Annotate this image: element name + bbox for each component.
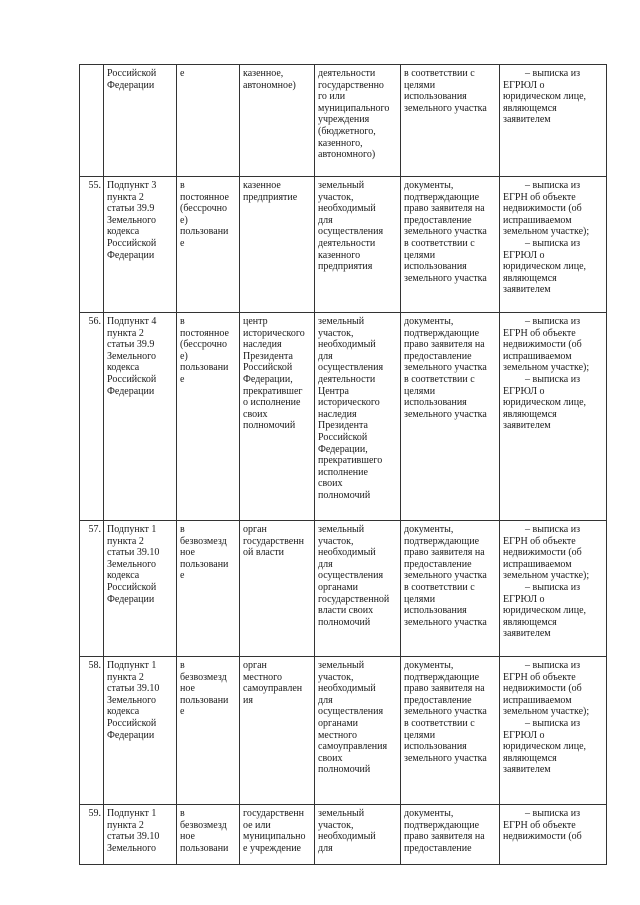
cell-line: орган — [243, 524, 267, 535]
cell-line: земельный — [318, 524, 365, 535]
cell-line: юридическом лице, — [503, 261, 587, 273]
cell-line: Российской — [107, 68, 157, 79]
cell-line: исполнение — [318, 466, 368, 478]
applicant-cell — [240, 177, 315, 313]
cell-line: земельный — [318, 316, 365, 327]
cell-line: использования — [404, 605, 467, 617]
cell-line: право заявителя на — [404, 339, 485, 351]
cell-line: испрашиваемом — [503, 558, 572, 570]
cell-line: юридическом лице, — [503, 397, 587, 409]
right-type-cell — [177, 521, 240, 657]
cell-line: испрашиваемом — [503, 694, 572, 706]
cell-line: осуществления — [318, 226, 384, 238]
cell-line: Земельного — [107, 842, 156, 854]
cell-line: – выписка из — [525, 237, 581, 249]
cell-line: муниципально — [243, 831, 306, 843]
cell-line: предоставление — [404, 214, 472, 226]
cell-line: своих — [243, 408, 268, 420]
cell-line: Российской — [107, 581, 157, 593]
cell-line: целями — [404, 79, 436, 91]
cell-line: ЕГРЮЛ о — [503, 79, 545, 91]
row-number — [80, 65, 104, 177]
cell-line: автономное) — [243, 79, 296, 91]
registry-extracts-cell — [500, 657, 607, 805]
cell-line: Подпункт 1 — [107, 808, 157, 819]
cell-line: ное — [180, 831, 195, 843]
cell-line: автономного) — [318, 149, 376, 161]
cell-line: самоуправления — [318, 741, 388, 753]
cell-line: являющемся — [503, 752, 557, 764]
row-number-text: 56. — [88, 316, 101, 327]
cell-line: – выписка из — [525, 660, 581, 671]
cell-line: для — [318, 694, 333, 706]
cell-line: – выписка из — [525, 180, 581, 191]
cell-line: целями — [404, 249, 436, 261]
cell-line: Федерации — [107, 385, 155, 397]
cell-line: ЕГРН об объекте — [503, 327, 576, 339]
purpose-cell — [315, 65, 401, 177]
cell-line: в соответствии с — [404, 373, 475, 385]
cell-line: использования — [404, 261, 467, 273]
cell-line: предприятие — [243, 191, 298, 203]
cell-line: е учреждение — [243, 842, 301, 854]
cell-line: недвижимости (об — [503, 831, 582, 843]
cell-line: ЕГРЮЛ о — [503, 593, 545, 605]
cell-line: деятельности — [318, 373, 376, 385]
cell-line: испрашиваемом — [503, 214, 572, 226]
row-number-text: 57. — [88, 524, 101, 535]
purpose-cell — [315, 805, 401, 865]
cell-line: целями — [404, 593, 436, 605]
cell-line: статьи 39.9 — [107, 203, 155, 215]
legal-basis-cell — [104, 521, 177, 657]
cell-line: Подпункт 4 — [107, 316, 157, 327]
cell-line: осуществления — [318, 570, 384, 582]
cell-line: исторического — [243, 327, 305, 339]
right-type-cell — [177, 805, 240, 865]
cell-line: юридическом лице, — [503, 91, 587, 103]
applicant-cell — [240, 657, 315, 805]
cell-line: земельном участке); — [503, 226, 590, 238]
cell-line: Российской — [107, 717, 157, 729]
cell-line: в — [180, 180, 185, 191]
cell-line: пользовани — [180, 558, 229, 570]
cell-line: безвозмезд — [180, 535, 227, 547]
cell-line: участок, — [318, 671, 354, 683]
right-type-cell — [177, 65, 240, 177]
cell-line: (бюджетного, — [318, 125, 376, 137]
cell-line: заявителем — [503, 764, 551, 776]
cell-line: ия — [243, 694, 253, 706]
cell-line: недвижимости (об — [503, 339, 582, 351]
purpose-cell — [315, 177, 401, 313]
cell-line: е — [180, 373, 185, 385]
cell-line: земельного участка — [404, 570, 487, 582]
cell-line: – выписка из — [525, 717, 581, 729]
cell-line: безвозмезд — [180, 671, 227, 683]
cell-line: е — [180, 706, 185, 718]
table-row — [80, 65, 607, 177]
cell-line: ое или — [243, 819, 271, 831]
cell-line: ЕГРН об объекте — [503, 535, 576, 547]
cell-line: являющемся — [503, 408, 557, 420]
cell-line: государственной — [318, 593, 390, 605]
cell-line: в соответствии с — [404, 581, 475, 593]
cell-line: Российской — [107, 373, 157, 385]
cell-line: подтверждающие — [404, 191, 480, 203]
cell-line: использования — [404, 397, 467, 409]
cell-line: земельный — [318, 808, 365, 819]
cell-line: необходимый — [318, 547, 376, 559]
cell-line: казенное — [243, 180, 281, 191]
cell-line: Президента — [243, 350, 293, 362]
cell-line: в соответствии с — [404, 237, 475, 249]
cell-line: для — [318, 350, 333, 362]
cell-line: – выписка из — [525, 373, 581, 385]
cell-line: муниципального — [318, 102, 390, 114]
cell-line: Федерации, — [243, 373, 293, 385]
cell-line: казенного — [318, 249, 361, 261]
cell-line: Земельного — [107, 558, 156, 570]
registry-extracts-cell — [500, 65, 607, 177]
cell-line: участок, — [318, 191, 354, 203]
cell-line: постоянное — [180, 191, 229, 203]
cell-line: недвижимости (об — [503, 547, 582, 559]
cell-line: заявителем — [503, 628, 551, 640]
right-type-cell — [177, 657, 240, 805]
cell-line: осуществления — [318, 706, 384, 718]
cell-line: предоставление — [404, 558, 472, 570]
cell-line: – выписка из — [525, 808, 581, 819]
cell-line: пользовани — [180, 842, 229, 854]
cell-line: органами — [318, 581, 359, 593]
cell-line: Российской — [243, 362, 293, 374]
purpose-cell — [315, 313, 401, 521]
row-number — [80, 177, 104, 313]
cell-line: для — [318, 842, 333, 854]
cell-line: государственн — [243, 535, 304, 547]
cell-line: заявителем — [503, 420, 551, 432]
cell-line: пользовани — [180, 226, 229, 238]
cell-line: пункта 2 — [107, 819, 144, 831]
cell-line: земельный — [318, 180, 365, 191]
cell-line: документы, — [404, 524, 454, 535]
cell-line: участок, — [318, 535, 354, 547]
legal-basis-cell — [104, 657, 177, 805]
cell-line: ЕГРН об объекте — [503, 671, 576, 683]
purpose-cell — [315, 521, 401, 657]
cell-line: полномочий — [318, 764, 371, 776]
cell-line: в — [180, 660, 185, 671]
cell-line: земельного участка — [404, 408, 487, 420]
applicant-cell — [240, 65, 315, 177]
cell-line: ЕГРН об объекте — [503, 819, 576, 831]
cell-line: земельного участка — [404, 226, 487, 238]
cell-line: прекратившег — [243, 385, 303, 397]
cell-line: подтверждающие — [404, 327, 480, 339]
cell-line: казенного, — [318, 137, 363, 149]
row-number-text: 55. — [88, 180, 101, 191]
applicant-cell — [240, 313, 315, 521]
cell-line: Федерации — [107, 729, 155, 741]
legal-basis-cell — [104, 177, 177, 313]
cell-line: Подпункт 3 — [107, 180, 157, 191]
cell-line: е) — [180, 214, 188, 226]
cell-line: Российской — [107, 237, 157, 249]
row-number-text: 59. — [88, 808, 101, 819]
cell-line: го или — [318, 91, 346, 103]
cell-line: ЕГРН об объекте — [503, 191, 576, 203]
registry-extracts-cell — [500, 805, 607, 865]
cell-line: своих — [318, 478, 343, 490]
cell-line: прекратившего — [318, 455, 383, 467]
cell-line: кодекса — [107, 362, 140, 374]
cell-line: земельный — [318, 660, 365, 671]
cell-line: являющемся — [503, 102, 557, 114]
required-documents-cell — [401, 805, 500, 865]
cell-line: документы, — [404, 316, 454, 327]
land-documents-table — [79, 64, 607, 865]
cell-line: органами — [318, 717, 359, 729]
cell-line: в — [180, 316, 185, 327]
cell-line: участок, — [318, 819, 354, 831]
cell-line: – выписка из — [525, 581, 581, 593]
legal-basis-cell — [104, 65, 177, 177]
cell-line: Подпункт 1 — [107, 524, 157, 535]
cell-line: о исполнение — [243, 397, 301, 409]
purpose-cell — [315, 657, 401, 805]
cell-line: учреждения — [318, 114, 370, 126]
cell-line: Земельного — [107, 350, 156, 362]
cell-line: Федерации — [107, 249, 155, 261]
required-documents-cell — [401, 657, 500, 805]
cell-line: земельного участка — [404, 706, 487, 718]
cell-line: центр — [243, 316, 268, 327]
cell-line: в соответствии с — [404, 717, 475, 729]
cell-line: необходимый — [318, 831, 376, 843]
cell-line: право заявителя на — [404, 831, 485, 843]
cell-line: государственн — [243, 808, 304, 819]
cell-line: исторического — [318, 397, 380, 409]
cell-line: земельном участке); — [503, 570, 590, 582]
cell-line: кодекса — [107, 570, 140, 582]
table-row — [80, 657, 607, 805]
required-documents-cell — [401, 313, 500, 521]
table-row — [80, 521, 607, 657]
cell-line: пользовани — [180, 362, 229, 374]
cell-line: в — [180, 808, 185, 819]
cell-line: ное — [180, 683, 195, 695]
row-number — [80, 521, 104, 657]
cell-line: документы, — [404, 660, 454, 671]
cell-line: осуществления — [318, 362, 384, 374]
cell-line: пользовани — [180, 694, 229, 706]
cell-line: предоставление — [404, 350, 472, 362]
table-row — [80, 313, 607, 521]
cell-line: заявителем — [503, 114, 551, 126]
required-documents-cell — [401, 65, 500, 177]
cell-line: самоуправлен — [243, 683, 303, 695]
cell-line: право заявителя на — [404, 547, 485, 559]
cell-line: юридическом лице, — [503, 741, 587, 753]
cell-line: ЕГРЮЛ о — [503, 729, 545, 741]
cell-line: необходимый — [318, 203, 376, 215]
cell-line: земельном участке); — [503, 706, 590, 718]
cell-line: недвижимости (об — [503, 683, 582, 695]
cell-line: статьи 39.10 — [107, 683, 160, 695]
cell-line: казенное, — [243, 68, 284, 79]
cell-line: Земельного — [107, 694, 156, 706]
cell-line: е — [180, 237, 185, 249]
right-type-cell — [177, 177, 240, 313]
required-documents-cell — [401, 521, 500, 657]
cell-line: деятельности — [318, 68, 376, 79]
cell-line: являющемся — [503, 616, 557, 628]
cell-line: постоянное — [180, 327, 229, 339]
cell-line: Федерации — [107, 593, 155, 605]
required-documents-cell — [401, 177, 500, 313]
cell-line: недвижимости (об — [503, 203, 582, 215]
cell-line: ЕГРЮЛ о — [503, 385, 545, 397]
cell-line: юридическом лице, — [503, 605, 587, 617]
legal-basis-cell — [104, 805, 177, 865]
cell-line: испрашиваемом — [503, 350, 572, 362]
cell-line: (бессрочно — [180, 203, 227, 215]
cell-line: Президента — [318, 420, 368, 432]
applicant-cell — [240, 805, 315, 865]
cell-line: – выписка из — [525, 524, 581, 535]
cell-line: документы, — [404, 808, 454, 819]
cell-line: Земельного — [107, 214, 156, 226]
applicant-cell — [240, 521, 315, 657]
cell-line: земельного участка — [404, 616, 487, 628]
cell-line: необходимый — [318, 339, 376, 351]
cell-line: подтверждающие — [404, 535, 480, 547]
cell-line: земельном участке); — [503, 362, 590, 374]
cell-line: право заявителя на — [404, 683, 485, 695]
cell-line: орган — [243, 660, 267, 671]
cell-line: ой власти — [243, 547, 285, 559]
cell-line: пункта 2 — [107, 671, 144, 683]
cell-line: кодекса — [107, 706, 140, 718]
cell-line: право заявителя на — [404, 203, 485, 215]
cell-line: статьи 39.9 — [107, 339, 155, 351]
cell-line: власти своих — [318, 605, 374, 617]
cell-line: Центра — [318, 385, 349, 397]
cell-line: Федерации — [107, 79, 155, 91]
registry-extracts-cell — [500, 177, 607, 313]
cell-line: (бессрочно — [180, 339, 227, 351]
cell-line: – выписка из — [525, 316, 581, 327]
cell-line: пункта 2 — [107, 191, 144, 203]
cell-line: местного — [243, 671, 283, 683]
cell-line: полномочий — [243, 420, 296, 432]
row-number — [80, 313, 104, 521]
cell-line: наследия — [318, 408, 357, 420]
cell-line: статьи 39.10 — [107, 547, 160, 559]
cell-line: земельного участка — [404, 272, 487, 284]
cell-line: необходимый — [318, 683, 376, 695]
cell-line: полномочий — [318, 616, 371, 628]
cell-line: Российской — [318, 431, 368, 443]
cell-line: документы, — [404, 180, 454, 191]
cell-line: статьи 39.10 — [107, 831, 160, 843]
cell-line: для — [318, 214, 333, 226]
cell-line: целями — [404, 729, 436, 741]
cell-line: – выписка из — [525, 68, 581, 79]
cell-line: безвозмезд — [180, 819, 227, 831]
cell-line: кодекса — [107, 226, 140, 238]
registry-extracts-cell — [500, 521, 607, 657]
cell-line: заявителем — [503, 284, 551, 296]
cell-line: для — [318, 558, 333, 570]
cell-line: е) — [180, 350, 188, 362]
cell-line: Федерации, — [318, 443, 368, 455]
cell-line: пункта 2 — [107, 535, 144, 547]
cell-line: своих — [318, 752, 343, 764]
cell-line: деятельности — [318, 237, 376, 249]
row-number — [80, 805, 104, 865]
cell-line: целями — [404, 385, 436, 397]
table-row — [80, 177, 607, 313]
cell-line: государственно — [318, 79, 384, 91]
cell-line: использования — [404, 741, 467, 753]
cell-line: использования — [404, 91, 467, 103]
right-type-cell — [177, 313, 240, 521]
cell-line: местного — [318, 729, 358, 741]
cell-line: подтверждающие — [404, 671, 480, 683]
cell-line: ное — [180, 547, 195, 559]
cell-line: земельного участка — [404, 362, 487, 374]
table-row — [80, 805, 607, 865]
cell-line: Подпункт 1 — [107, 660, 157, 671]
legal-basis-cell — [104, 313, 177, 521]
cell-line: в соответствии с — [404, 68, 475, 79]
cell-line: е — [180, 570, 185, 582]
cell-line: предоставление — [404, 842, 472, 854]
row-number-text: 58. — [88, 660, 101, 671]
cell-line: участок, — [318, 327, 354, 339]
cell-line: в — [180, 524, 185, 535]
cell-line: предоставление — [404, 694, 472, 706]
cell-line: земельного участка — [404, 102, 487, 114]
cell-line: ЕГРЮЛ о — [503, 249, 545, 261]
cell-line: наследия — [243, 339, 282, 351]
cell-line: пункта 2 — [107, 327, 144, 339]
cell-line: подтверждающие — [404, 819, 480, 831]
registry-extracts-cell — [500, 313, 607, 521]
row-number — [80, 657, 104, 805]
cell-line: предприятия — [318, 261, 373, 273]
cell-line: е — [180, 68, 185, 79]
cell-line: полномочий — [318, 489, 371, 501]
cell-line: являющемся — [503, 272, 557, 284]
cell-line: земельного участка — [404, 752, 487, 764]
